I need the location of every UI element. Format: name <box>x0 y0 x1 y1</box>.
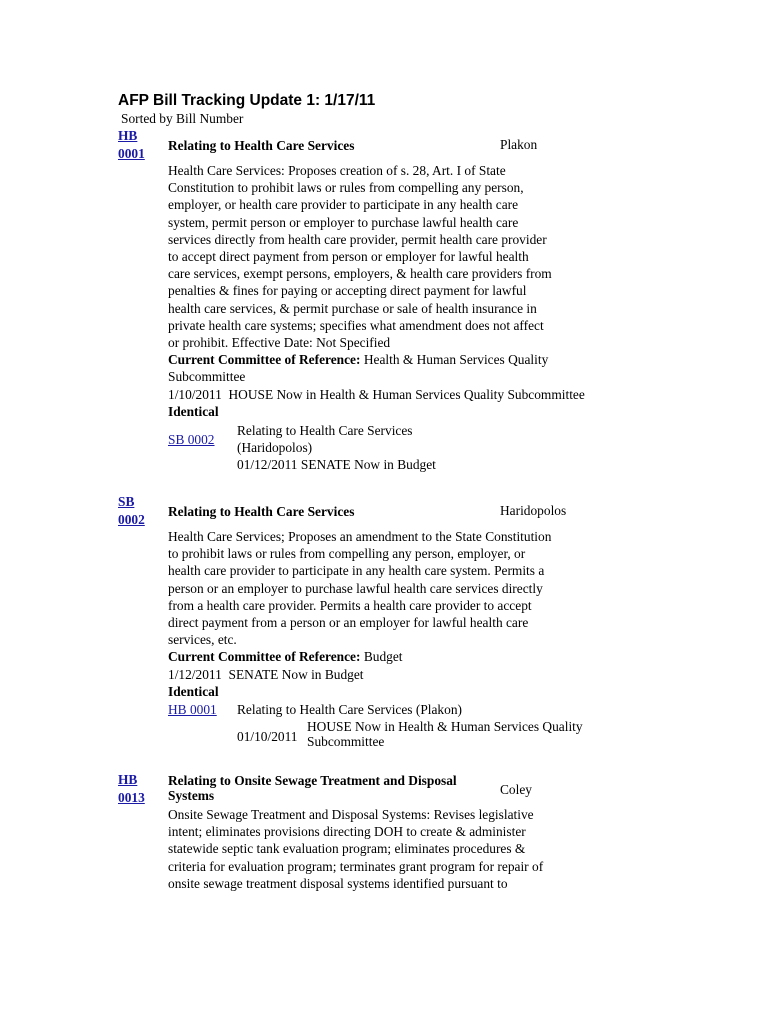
bill-title: Relating to Health Care Services <box>168 138 355 153</box>
action-text: SENATE Now in Budget <box>228 666 364 682</box>
sort-subtitle: Sorted by Bill Number <box>121 111 244 126</box>
committee-label: Current Committee of Reference: <box>168 352 361 368</box>
summary-line: Onsite Sewage Treatment and Disposal Systems: Revises legislative <box>168 807 534 822</box>
bill-sponsor: Haridopolos <box>500 503 567 518</box>
bill-chamber: HB <box>118 128 138 143</box>
bill-summary <box>168 806 543 892</box>
committee-value-cont: Subcommittee <box>168 369 246 385</box>
action-date: 1/12/2011 <box>168 666 222 682</box>
identical-label: Identical <box>168 683 219 699</box>
summary-line: intent; eliminates provisions directing DOH to create & administer <box>168 824 526 840</box>
summary-line: or prohibit. Effective Date: Not Specified <box>168 335 391 351</box>
bill-sponsor: Plakon <box>500 137 538 152</box>
committee-line <box>168 351 585 368</box>
summary-line: services directly from health care provider, permit health care provider <box>168 231 547 247</box>
bill-number: 0013 <box>118 789 145 805</box>
action-line <box>168 666 551 683</box>
page-title: AFP Bill Tracking Update 1: 1/17/11 <box>118 92 376 109</box>
bill-title: Relating to Health Care Services <box>168 504 355 519</box>
bill-number: 0001 <box>118 145 145 161</box>
bill-title-line: Relating to Onsite Sewage Treatment and Disposal <box>168 773 457 788</box>
summary-line: health care services, & permit purchase or sale of health insurance in <box>168 300 537 316</box>
committee-label: Current Committee of Reference: <box>168 649 361 665</box>
identical-sponsor: (Haridopolos) <box>237 440 313 456</box>
summary-line: to prohibit laws or rules from compelling any person, employer, or <box>168 546 526 562</box>
identical-date: 01/10/2011 <box>237 729 298 744</box>
identical-title: Relating to Health Care Services <box>237 423 413 438</box>
summary-line: Constitution to prohibit laws or rules from compelling any person, <box>168 180 524 196</box>
summary-line: to accept direct payment from person or employer for lawful health <box>168 249 529 265</box>
action-date: 1/10/2011 <box>168 386 222 402</box>
committee-value: Health & Human Services Quality <box>363 352 549 368</box>
bill-number: 0002 <box>118 511 145 527</box>
summary-line: statewide septic tank evaluation program; eliminates procedures & <box>168 841 526 857</box>
summary-line: Health Care Services; Proposes an amendment to the State Constitution <box>168 529 552 544</box>
summary-line: services, etc. <box>168 632 237 648</box>
bill-summary <box>168 162 585 420</box>
identical-status: HOUSE Now in Health & Human Services Quality <box>307 719 583 734</box>
identical-bill-details <box>237 422 436 474</box>
bill-number-link-hb0013[interactable] <box>118 771 145 806</box>
summary-line: Health Care Services: Proposes creation of s. 28, Art. I of State <box>168 163 506 178</box>
summary-line: onsite sewage treatment disposal systems identified pursuant to <box>168 875 508 891</box>
summary-line: criteria for evaluation program; terminates grant program for repair of <box>168 858 544 874</box>
summary-line: person or an employer to purchase lawful health care services directly <box>168 580 543 596</box>
identical-status-cont: Subcommittee <box>307 734 385 749</box>
identical-title: Relating to Health Care Services (Plakon) <box>237 702 462 717</box>
committee-line <box>168 648 551 665</box>
action-text: HOUSE Now in Health & Human Services Quality Subcommittee <box>228 386 585 402</box>
identical-status-line <box>237 456 436 473</box>
identical-label: Identical <box>168 403 219 419</box>
summary-line: system, permit person or employer to purchase lawful health care <box>168 214 519 230</box>
summary-line: penalties & fines for paying or accepting direct payment for lawful <box>168 283 527 299</box>
summary-line: private health care systems; specifies what amendment does not affect <box>168 317 544 333</box>
committee-value: Budget <box>363 649 403 665</box>
identical-bill-link-sb0002[interactable]: SB 0002 <box>168 432 215 447</box>
identical-date: 01/12/2011 <box>237 457 298 473</box>
bill-title-line: Systems <box>168 788 215 803</box>
summary-line: from a health care provider. Permits a health care provider to accept <box>168 597 532 613</box>
action-line <box>168 386 585 403</box>
bill-summary <box>168 528 551 700</box>
summary-line: direct payment from a person or an employer for lawful health care <box>168 615 529 631</box>
summary-line: health care provider to participate in any health care system. Permits a <box>168 563 545 579</box>
bill-chamber: SB <box>118 494 135 509</box>
identical-status-block <box>307 719 583 749</box>
identical-bill-link-hb0001[interactable]: HB 0001 <box>168 702 217 717</box>
identical-status: SENATE Now in Budget <box>300 457 436 473</box>
bill-number-link-hb0001[interactable] <box>118 127 145 162</box>
bill-number-link-sb0002[interactable] <box>118 493 145 528</box>
bill-sponsor: Coley <box>500 782 532 797</box>
bill-title <box>168 773 457 803</box>
summary-line: care services, exempt persons, employers, & health care providers from <box>168 266 552 282</box>
bill-chamber: HB <box>118 772 138 787</box>
summary-line: employer, or health care provider to participate in any health care <box>168 197 519 213</box>
